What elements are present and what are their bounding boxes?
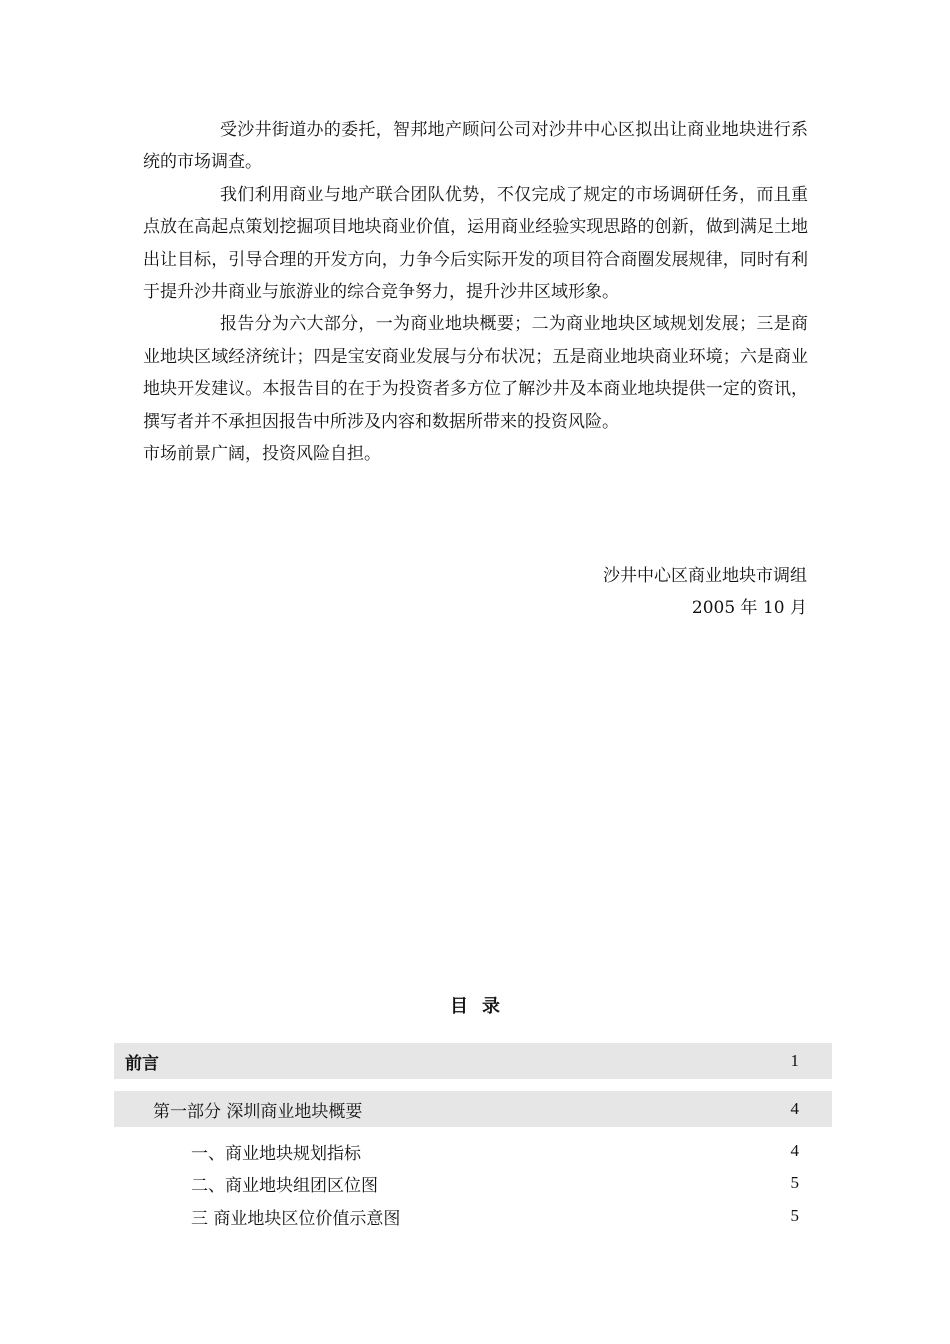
intro-body bbox=[143, 114, 808, 470]
toc-entry-page: 5 bbox=[790, 1173, 799, 1192]
toc-entry-label: 前言 bbox=[125, 1053, 159, 1074]
toc-entry-section-1[interactable] bbox=[114, 1136, 832, 1166]
intro-closing-line: 市场前景广阔，投资风险自担。 bbox=[143, 444, 381, 465]
toc-entry-page: 5 bbox=[790, 1206, 799, 1225]
toc-entry-page: 4 bbox=[790, 1099, 799, 1118]
toc-entry-label: 三 商业地块区位价值示意图 bbox=[191, 1208, 401, 1229]
toc-entry-preface[interactable] bbox=[114, 1043, 832, 1079]
toc-entry-section-2[interactable] bbox=[114, 1168, 832, 1198]
signature-date: 2005 年 10 月 bbox=[691, 598, 807, 618]
toc-entry-page: 1 bbox=[790, 1051, 799, 1070]
signature-org: 沙井中心区商业地块市调组 bbox=[603, 566, 807, 586]
toc-entry-part1[interactable] bbox=[114, 1091, 832, 1127]
toc-entry-page: 4 bbox=[790, 1141, 799, 1160]
intro-paragraph: 我们利用商业与地产联合团队优势，不仅完成了规定的市场调研任务，而且重点放在高起点策划挖掘项目地块商业价值，运用商业经验实现思路的创新，做到满足土地出让目标，引导合理的开发方向，力争今后实际开发的项目符合商圈发展规律，同时有利于提升沙井商业与旅游业的综合竞争努力，提升沙井区域形象。 bbox=[143, 184, 808, 303]
toc-entry-section-3[interactable] bbox=[114, 1201, 832, 1231]
intro-paragraph: 受沙井街道办的委托，智邦地产顾问公司对沙井中心区拟出让商业地块进行系统的市场调查。 bbox=[143, 120, 808, 173]
toc-title: 目录 bbox=[450, 996, 514, 1017]
toc-entry-label: 一、商业地块规划指标 bbox=[191, 1143, 361, 1164]
toc-entry-label: 第一部分 深圳商业地块概要 bbox=[153, 1101, 363, 1122]
intro-paragraph: 报告分为六大部分，一为商业地块概要；二为商业地块区域规划发展；三是商业地块区域经济统计；四是宝安商业发展与分布状况；五是商业地块商业环境；六是商业地块开发建议。本报告目的在于为投资者多方位了解沙井及本商业地块提供一定的资讯，撰写者并不承担因报告中所涉及内容和数据所带来的投资风险。 bbox=[143, 314, 808, 432]
toc-entry-label: 二、商业地块组团区位图 bbox=[191, 1175, 378, 1196]
